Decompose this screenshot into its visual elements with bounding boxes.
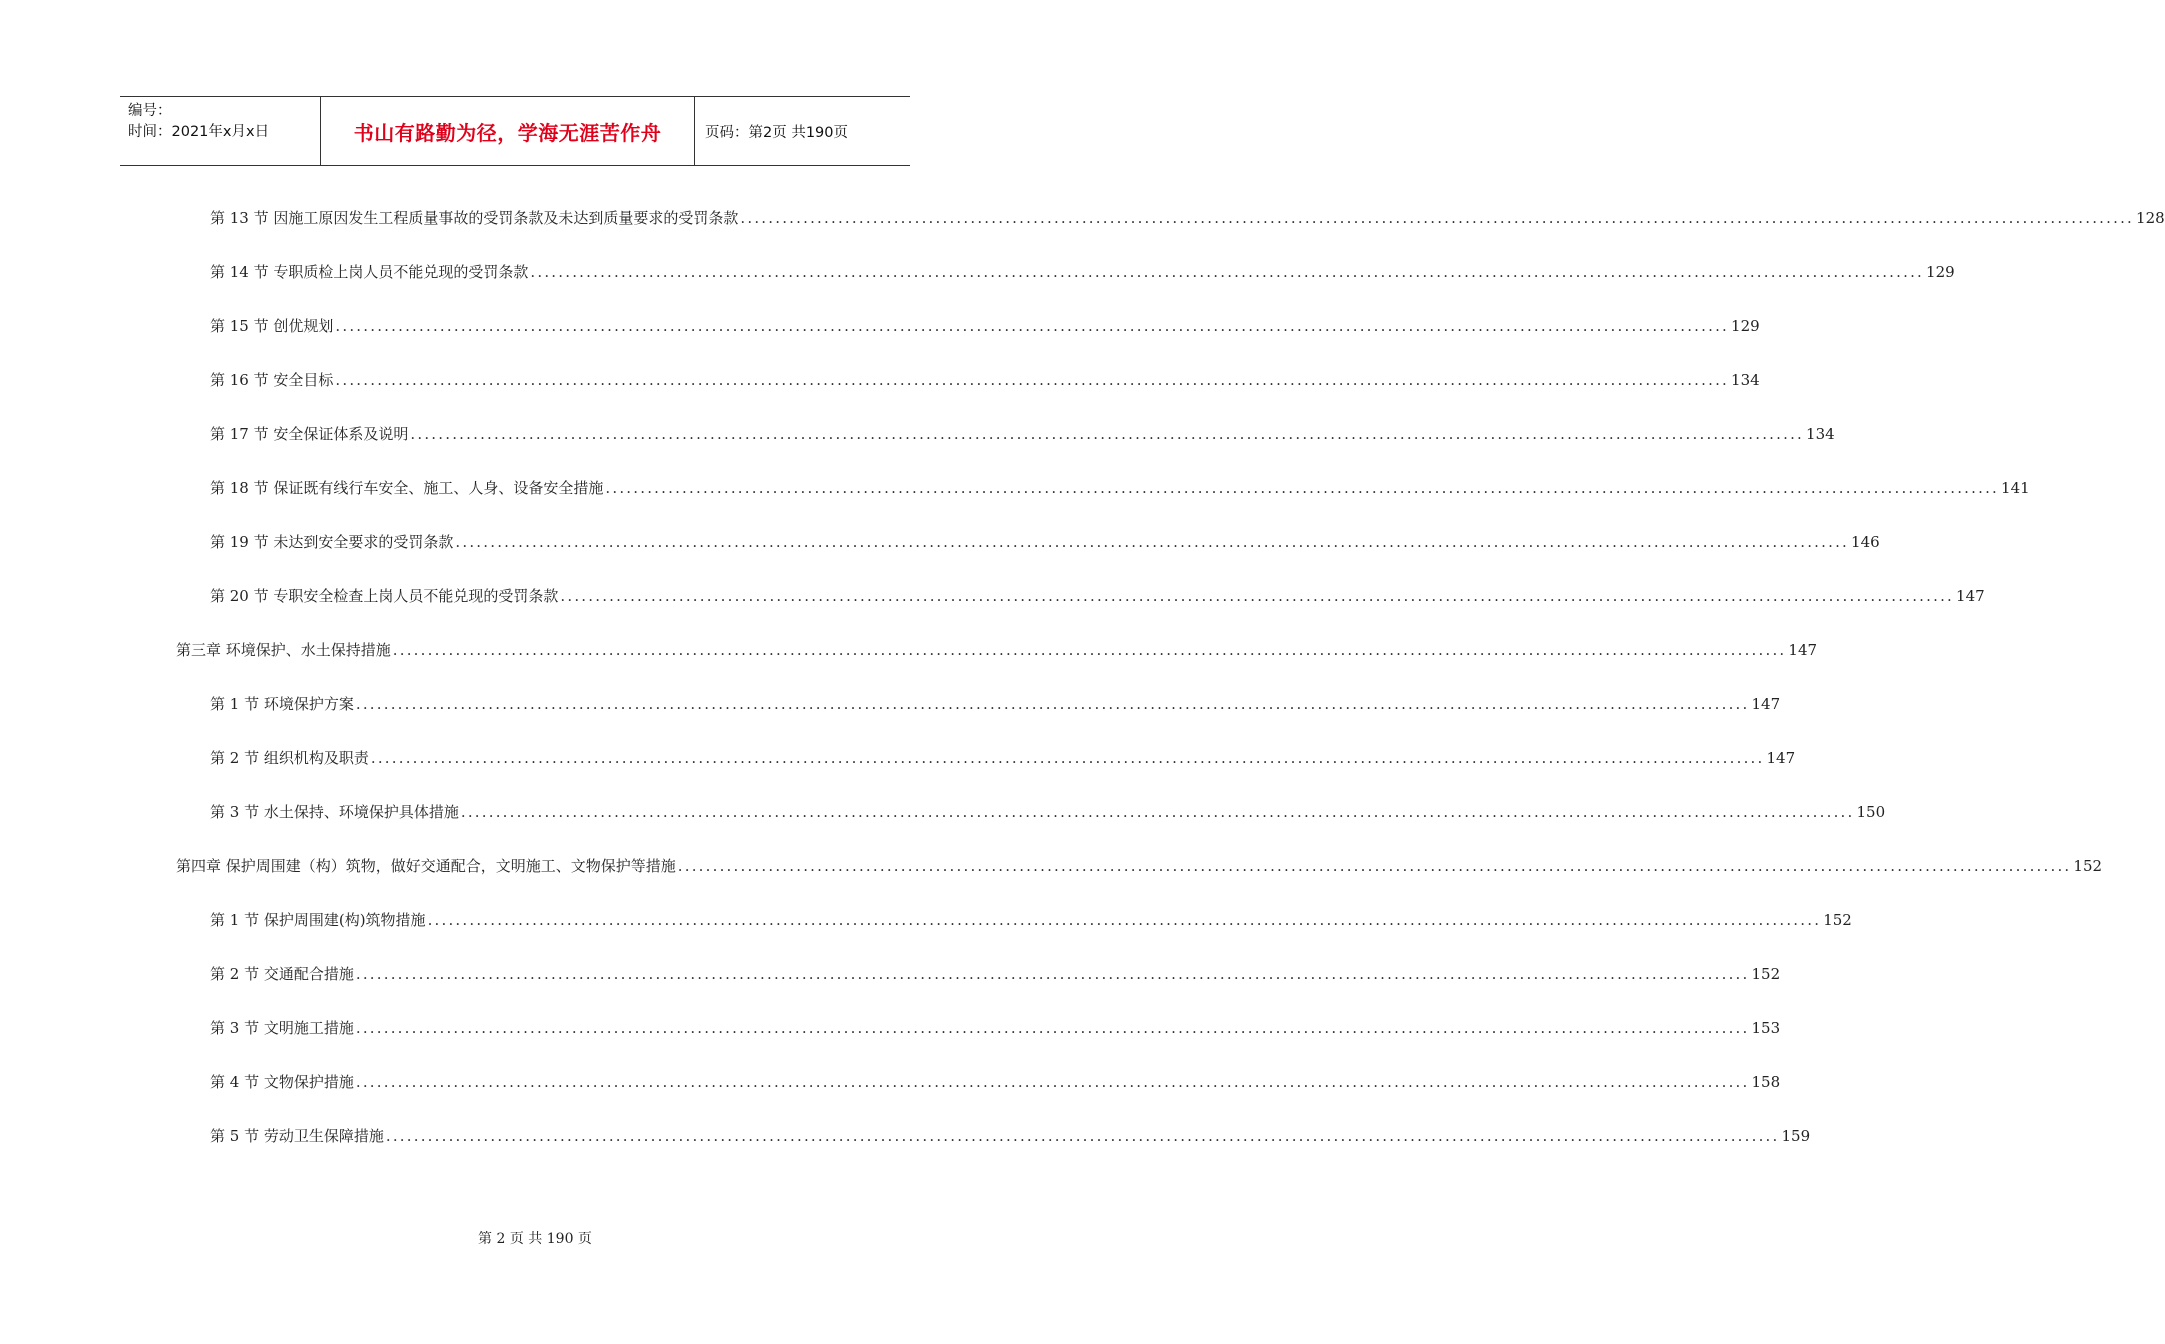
toc-entry-page: 147 [1956, 587, 1985, 605]
toc-entry-page: 128 [2136, 209, 2165, 227]
toc-entry-page: 147 [1788, 641, 1818, 659]
toc-entry[interactable] [210, 369, 1760, 391]
toc-entry-title: 第 17 节 安全保证体系及说明 [210, 425, 409, 443]
toc-entry-title: 第 20 节 专职安全检查上岗人员不能兑现的受罚条款 [210, 587, 559, 605]
toc-entry-title: 第 3 节 水土保持、环境保护具体措施 [210, 803, 459, 821]
toc-leader-dots: ........................................................................................................................................................................................................ [392, 641, 1787, 659]
toc-leader-dots: ........................................................................................................................................................................................................ [355, 1073, 1750, 1091]
toc-leader-dots: ........................................................................................................................................................................................................ [605, 479, 2000, 497]
toc-leader-dots: ........................................................................................................................................................................................................ [455, 533, 1850, 551]
toc-entry-page: 153 [1751, 1019, 1781, 1037]
toc-entry[interactable] [210, 747, 1796, 769]
header-motto: 书山有路勤为径，学海无涯苦作舟 [321, 97, 695, 165]
toc-entry[interactable] [210, 585, 1985, 607]
toc-entry-title: 第 2 节 交通配合措施 [210, 965, 354, 983]
toc-entry-page: 152 [2073, 857, 2103, 875]
toc-leader-dots: ........................................................................................................................................................................................................ [370, 749, 1765, 767]
toc-leader-dots: ........................................................................................................................................................................................................ [740, 209, 2135, 227]
toc-entry[interactable] [210, 1071, 1781, 1093]
toc-entry-title: 第 14 节 专职质检上岗人员不能兑现的受罚条款 [210, 263, 529, 281]
toc-entry[interactable] [210, 1017, 1781, 1039]
toc-entry[interactable] [210, 693, 1781, 715]
toc-leader-dots: ........................................................................................................................................................................................................ [335, 371, 1730, 389]
toc-entry-page: 134 [1731, 371, 1760, 389]
page-footer: 第 2 页 共 190 页 [478, 1231, 592, 1247]
toc-entry[interactable] [210, 963, 1781, 985]
toc-leader-dots: ........................................................................................................................................................................................................ [530, 263, 1925, 281]
toc-entry-title: 第四章 保护周围建（构）筑物，做好交通配合，文明施工、文物保护等措施 [176, 857, 676, 875]
toc-entry-title: 第 2 节 组织机构及职责 [210, 749, 369, 767]
toc-entry-page: 158 [1751, 1073, 1781, 1091]
toc-entry-title: 第 16 节 安全目标 [210, 371, 334, 389]
toc-entry-page: 134 [1806, 425, 1835, 443]
toc-entry[interactable] [210, 801, 1886, 823]
document-time-label: 时间：2021年x月x日 [128, 124, 270, 140]
toc-leader-dots: ........................................................................................................................................................................................................ [410, 425, 1805, 443]
toc-entry-title: 第 18 节 保证既有线行车安全、施工、人身、设备安全措施 [210, 479, 604, 497]
toc-entry[interactable] [210, 909, 1852, 931]
toc-entry[interactable] [210, 477, 2030, 499]
toc-entry-title: 第 19 节 未达到安全要求的受罚条款 [210, 533, 454, 551]
toc-leader-dots: ........................................................................................................................................................................................................ [427, 911, 1822, 929]
toc-leader-dots: ........................................................................................................................................................................................................ [677, 857, 2072, 875]
toc-entry-title: 第 4 节 文物保护措施 [210, 1073, 354, 1091]
toc-entry-title: 第 3 节 文明施工措施 [210, 1019, 354, 1037]
toc-entry-page: 152 [1751, 965, 1781, 983]
toc-entry-page: 150 [1856, 803, 1886, 821]
toc-leader-dots: ........................................................................................................................................................................................................ [385, 1127, 1780, 1145]
toc-entry-page: 152 [1823, 911, 1852, 929]
toc-entry-page: 129 [1926, 263, 1955, 281]
toc-entry[interactable] [210, 1125, 1811, 1147]
toc-entry-page: 147 [1766, 749, 1796, 767]
toc-entry-title: 第 1 节 环境保护方案 [210, 695, 354, 713]
toc-leader-dots: ........................................................................................................................................................................................................ [355, 695, 1750, 713]
page-header [120, 96, 910, 166]
toc-entry-title: 第 1 节 保护周围建(构)筑物措施 [210, 911, 426, 929]
header-page-info: 页码：第2页 共190页 [705, 124, 849, 141]
toc-entry[interactable] [210, 207, 2165, 229]
toc-entry[interactable] [210, 261, 1955, 283]
toc-leader-dots: ........................................................................................................................................................................................................ [355, 965, 1750, 983]
toc-entry-title: 第 5 节 劳动卫生保障措施 [210, 1127, 384, 1145]
toc-entry-page: 147 [1751, 695, 1781, 713]
toc-entry-title: 第 15 节 创优规划 [210, 317, 334, 335]
document-number-label: 编号： [128, 103, 172, 119]
toc-entry-title: 第 13 节 因施工原因发生工程质量事故的受罚条款及未达到质量要求的受罚条款 [210, 209, 739, 227]
toc-leader-dots: ........................................................................................................................................................................................................ [355, 1019, 1750, 1037]
toc-leader-dots: ........................................................................................................................................................................................................ [460, 803, 1855, 821]
toc-leader-dots: ........................................................................................................................................................................................................ [335, 317, 1730, 335]
toc-entry[interactable] [210, 423, 1835, 445]
toc-leader-dots: ........................................................................................................................................................................................................ [560, 587, 1955, 605]
toc-entry-page: 146 [1851, 533, 1880, 551]
toc-entry-title: 第三章 环境保护、水土保持措施 [176, 641, 391, 659]
toc-entry[interactable] [176, 855, 2103, 877]
toc-entry[interactable] [210, 315, 1760, 337]
header-meta [120, 97, 321, 165]
toc-entry-page: 159 [1781, 1127, 1811, 1145]
toc-entry[interactable] [210, 531, 1880, 553]
toc-entry-page: 141 [2001, 479, 2030, 497]
toc-entry-page: 129 [1731, 317, 1760, 335]
toc-entry[interactable] [176, 639, 1818, 661]
